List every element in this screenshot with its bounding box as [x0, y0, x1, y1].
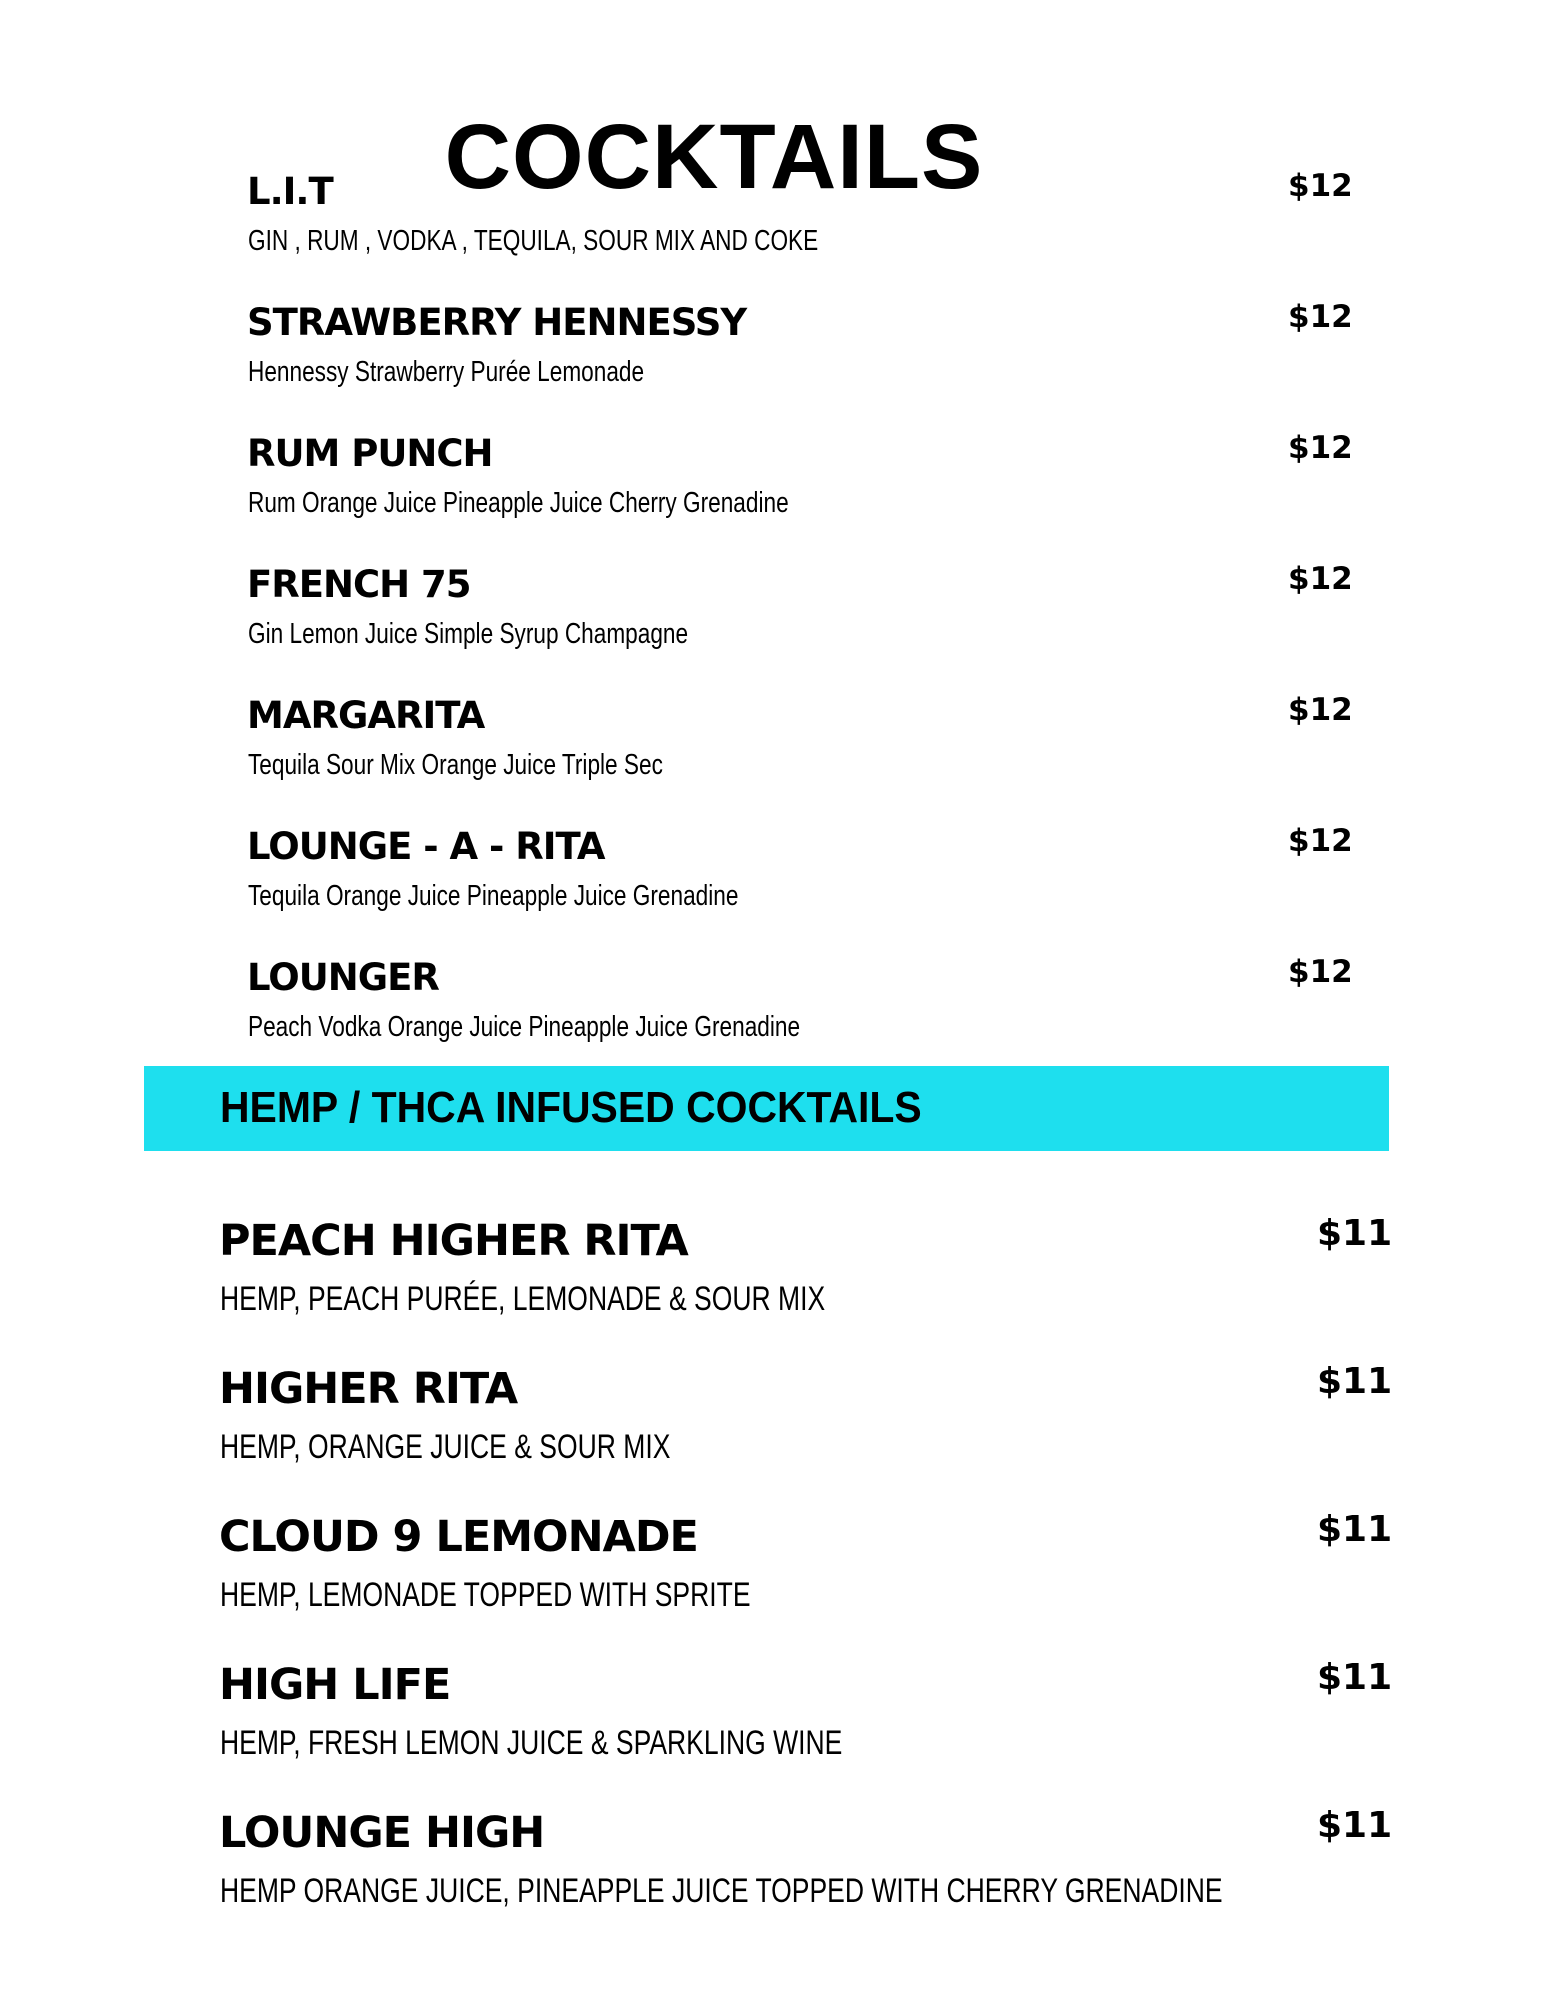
item-description: HEMP, FRESH LEMON JUICE & SPARKLING WINE [220, 1724, 843, 1762]
item-description: GIN , RUM , VODKA , TEQUILA, SOUR MIX AND COKE [248, 225, 819, 257]
item-price: $12 [1288, 954, 1353, 990]
item-price: $12 [1288, 692, 1353, 728]
hemp-section-banner [144, 1066, 1389, 1151]
item-name: LOUNGER [247, 956, 439, 999]
item-price: $11 [1317, 1805, 1393, 1846]
item-name: HIGH LIFE [219, 1660, 451, 1710]
menu-item [0, 1659, 1544, 1807]
page-title: COCKTAILS [444, 105, 984, 208]
item-description: Tequila Orange Juice Pineapple Juice Grenadine [248, 880, 739, 912]
item-description: Tequila Sour Mix Orange Juice Triple Sec [248, 749, 663, 781]
item-description: Gin Lemon Juice Simple Syrup Champagne [248, 618, 689, 650]
menu-item [0, 432, 1544, 562]
menu-item [0, 563, 1544, 693]
item-description: HEMP, LEMONADE TOPPED WITH SPRITE [220, 1576, 751, 1614]
item-description: Rum Orange Juice Pineapple Juice Cherry Grenadine [248, 487, 789, 519]
item-price: $11 [1317, 1657, 1393, 1698]
item-description: HEMP, PEACH PURÉE, LEMONADE & SOUR MIX [220, 1280, 826, 1318]
item-price: $12 [1288, 168, 1353, 204]
item-description: Hennessy Strawberry Purée Lemonade [248, 356, 645, 388]
item-name: RUM PUNCH [247, 432, 493, 475]
menu-item [0, 1807, 1544, 1955]
item-description: HEMP ORANGE JUICE, PINEAPPLE JUICE TOPPED WITH CHERRY GRENADINE [220, 1872, 1223, 1910]
item-description: Peach Vodka Orange Juice Pineapple Juice Grenadine [248, 1011, 801, 1043]
item-name: MARGARITA [247, 694, 485, 737]
hemp-section-heading: HEMP / THCA INFUSED COCKTAILS [220, 1083, 922, 1132]
menu-item [0, 1215, 1544, 1363]
menu-item [0, 694, 1544, 824]
item-name: FRENCH 75 [247, 563, 471, 606]
menu-item [0, 170, 1544, 300]
item-price: $11 [1317, 1361, 1393, 1402]
item-price: $11 [1317, 1213, 1393, 1254]
item-name: STRAWBERRY HENNESSY [247, 301, 747, 344]
item-name: PEACH HIGHER RITA [219, 1216, 688, 1266]
menu-item [0, 1363, 1544, 1511]
item-price: $12 [1288, 430, 1353, 466]
item-name: CLOUD 9 LEMONADE [219, 1512, 698, 1562]
menu-item [0, 1511, 1544, 1659]
item-name: LOUNGE HIGH [219, 1808, 545, 1858]
item-name: HIGHER RITA [219, 1364, 518, 1414]
item-description: HEMP, ORANGE JUICE & SOUR MIX [220, 1428, 671, 1466]
item-name: LOUNGE - A - RITA [247, 825, 605, 868]
item-price: $12 [1288, 299, 1353, 335]
menu-item [0, 825, 1544, 955]
item-price: $11 [1317, 1509, 1393, 1550]
item-price: $12 [1288, 823, 1353, 859]
item-name: L.I.T [247, 170, 333, 213]
menu-item [0, 301, 1544, 431]
item-price: $12 [1288, 561, 1353, 597]
